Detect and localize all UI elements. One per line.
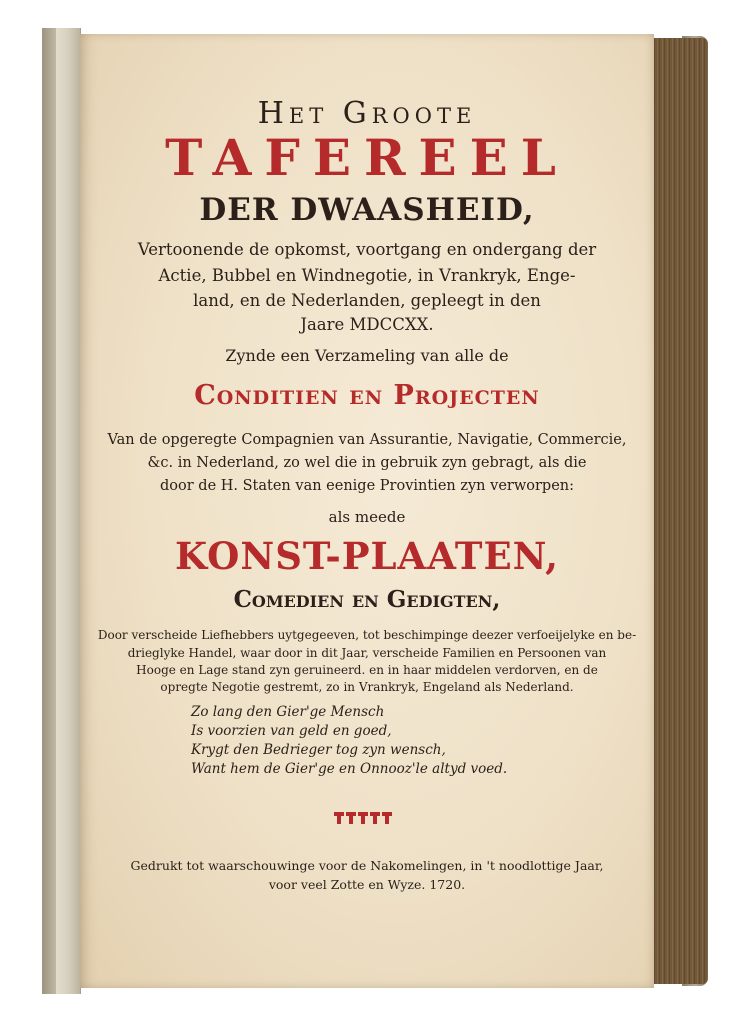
left-binding xyxy=(42,28,81,994)
spine-strip xyxy=(42,28,56,994)
verse-line: Is voorzien van geld en goed, xyxy=(191,723,392,739)
companies-line: &c. in Nederland, zo wel die in gebruik zyn gebragt, als die xyxy=(147,455,587,471)
conditions-heading: Conditien en Projecten xyxy=(194,380,540,411)
title-line-1: Het Groote xyxy=(257,96,477,131)
verse-line: Krygt den Bedrieger tog zyn wensch, xyxy=(191,742,446,758)
authors-line: Hooge en Lage stand zyn geruineerd. en in haar middelen verdorven, en de xyxy=(136,663,598,677)
intro-line: Vertoonende de opkomst, voortgang en ondergang der xyxy=(137,240,597,259)
comedies-heading: Comedien en Gedigten, xyxy=(233,586,501,613)
title-line-3: DER DWAASHEID, xyxy=(199,192,535,228)
companies-line: Van de opgeregte Compagnien van Assurantie, Navigatie, Commercie, xyxy=(107,432,627,448)
plates-heading: KONST-PLAATEN, xyxy=(175,534,559,578)
intro-line: Jaare MDCCXX. xyxy=(300,315,434,334)
verse-line: Zo lang den Gier'ge Mensch xyxy=(191,704,385,720)
authors-line: drieglyke Handel, waar door in dit Jaar, verscheide Familien en Persoonen van xyxy=(127,646,607,660)
book xyxy=(42,28,708,994)
title-line-2: TAFEREEL xyxy=(165,128,569,187)
intro-line: Actie, Bubbel en Windnegotie, in Vrankryk, Enge- xyxy=(158,266,576,285)
title-page xyxy=(80,34,654,988)
collection-line: Zynde een Verzameling van alle de xyxy=(225,346,509,365)
authors-line: opregte Negotie gestremt, zo in Vrankryk, Engeland als Nederland. xyxy=(160,680,574,694)
also-line: als meede xyxy=(328,508,406,526)
colophon-line: Gedrukt tot waarschouwinge voor de Nakomelingen, in 't noodlottige Jaar, xyxy=(130,858,604,873)
page-fore-edge xyxy=(646,38,708,984)
printer-ornament-icon xyxy=(333,810,395,826)
companies-line: door de H. Staten van eenige Provintien zyn verworpen: xyxy=(160,478,574,494)
colophon-line: voor veel Zotte en Wyze. 1720. xyxy=(268,877,466,892)
verse-line: Want hem de Gier'ge en Onnooz'le altyd voed. xyxy=(191,761,508,777)
intro-line: land, en de Nederlanden, gepleegt in den xyxy=(193,291,541,310)
authors-line: Door verscheide Liefhebbers uytgegeeven, tot beschimpinge deezer verfoeijelyke en be- xyxy=(97,628,637,642)
